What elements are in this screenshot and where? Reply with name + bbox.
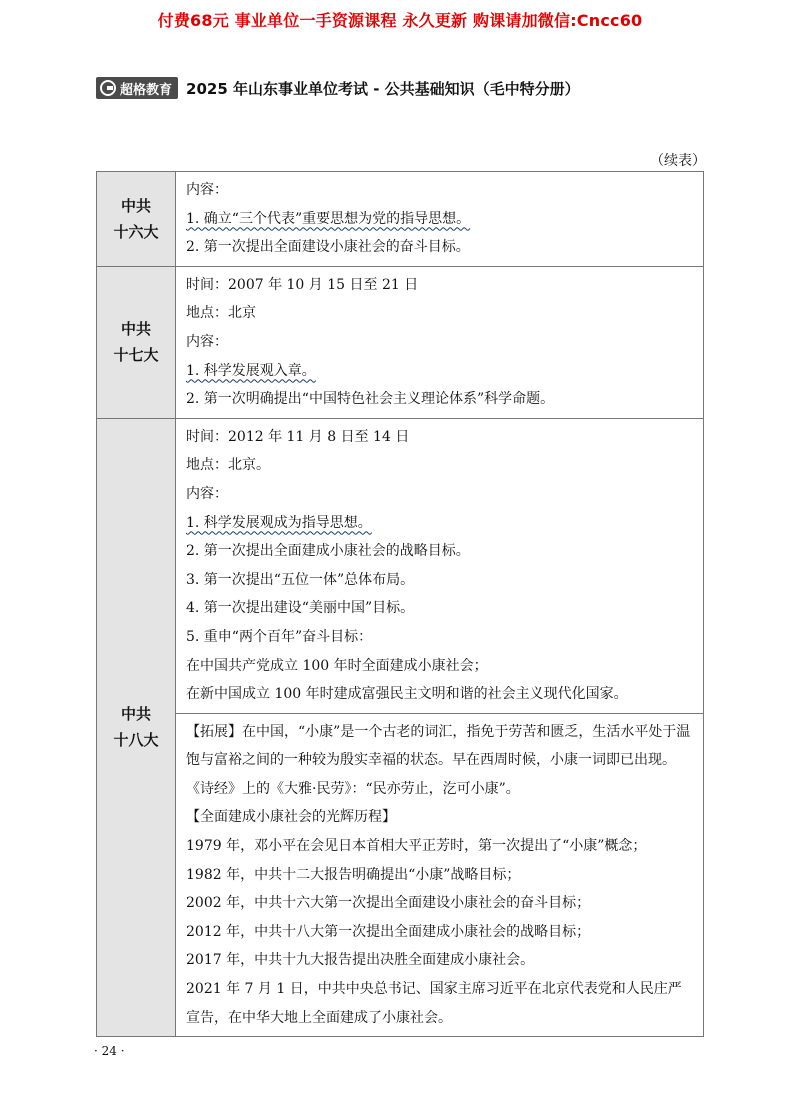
row-label-line: 十六大 [113,222,159,241]
table-row-18th [97,418,704,713]
content-line: 1. 确立“三个代表”重要思想为党的指导思想。 [186,210,471,227]
row-label-line: 中共 [120,705,151,724]
row-label [97,266,176,418]
table-row-17th [97,266,704,418]
row-label-line: 中共 [120,196,151,215]
content-line: 内容： [186,333,228,350]
history-item: 2002 年，中共十六大第一次提出全面建设小康社会的奋斗目标； [186,895,591,912]
content-line: 时间：2012 年 11 月 8 日至 14 日 [186,428,410,445]
row-content [176,172,704,267]
page-header [96,76,708,100]
content-line: 2. 第一次明确提出“中国特色社会主义理论体系”科学命题。 [186,391,555,408]
promo-banner: 付费68元 事业单位一手资源课程 永久更新 购课请加微信:Cncc60 [157,11,643,30]
extension-content [176,713,704,1037]
content-line: 3. 第一次提出“五位一体”总体布局。 [186,571,415,588]
row-content [176,266,704,418]
row-label-line: 十八大 [113,731,159,750]
content-line: 2. 第一次提出全面建成小康社会的战略目标。 [186,543,470,560]
content-line: 2. 第一次提出全面建设小康社会的奋斗目标。 [186,239,470,256]
logo-text: 超格教育 [120,82,173,98]
content-line: 5. 重申“两个百年”奋斗目标： [186,628,373,645]
content-line: 1. 科学发展观成为指导思想。 [186,514,372,531]
content-line: 地点：北京 [186,305,256,322]
table-row-18th-extension [97,713,704,1037]
publisher-logo [96,77,178,99]
extension-paragraph: 【拓展】在中国，“小康”是一个古老的词汇，指免于劳苦和匮乏，生活水平处于温饱与富裕之间的一种较为殷实幸福的状态。早在西周时候，小康一词即已出现。《诗经》上的《大雅·民劳》：“民亦劳止，汔可小康”。 [186,723,691,797]
history-item: 1979 年，邓小平在会见日本首相大平正芳时，第一次提出了“小康”概念； [186,838,647,855]
row-label-line: 中共 [120,320,151,339]
document-title: 2025 年山东事业单位考试 - 公共基础知识（毛中特分册） [186,79,580,98]
history-item: 2021 年 7 月 1 日，中共中央总书记、国家主席习近平在北京代表党和人民庄严宣告，在中华大地上全面建成了小康社会。 [186,981,682,1026]
content-line: 内容： [186,182,228,198]
history-item: 2017 年，中共十九大报告提出决胜全面建成小康社会。 [186,952,535,969]
history-item: 1982 年，中共十二大报告明确提出“小康”战略目标； [186,866,521,883]
row-label-line: 十七大 [113,346,159,365]
table-row-16th [97,172,704,267]
content-line: 在新中国成立 100 年时建成富强民主文明和谐的社会主义现代化国家。 [186,686,628,703]
logo-icon [100,80,116,96]
row-label [97,418,176,1036]
content-line: 地点：北京。 [186,457,270,474]
congress-table [96,171,704,1037]
row-content [176,418,704,713]
row-label [97,172,176,267]
history-item: 2012 年，中共十八大第一次提出全面建成小康社会的战略目标； [186,923,591,940]
content-line: 在中国共产党成立 100 年时全面建成小康社会； [186,657,488,674]
content-line: 4. 第一次提出建设“美丽中国”目标。 [186,600,415,617]
history-title: 【全面建成小康社会的光辉历程】 [186,809,396,826]
content-line: 1. 科学发展观入章。 [186,362,316,379]
page-number: · 24 · [94,1044,125,1058]
content-line: 内容： [186,485,228,502]
continued-label: （续表） [650,153,706,169]
content-line: 时间：2007 年 10 月 15 日至 21 日 [186,276,419,293]
